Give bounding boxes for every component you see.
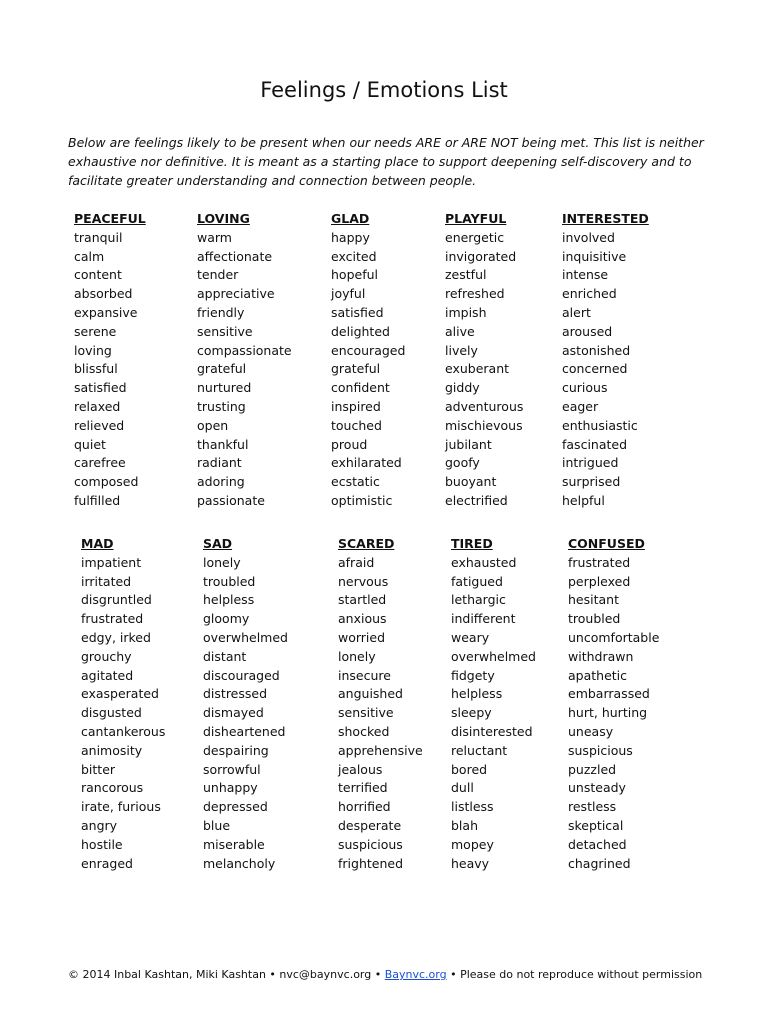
group-heading: TIRED xyxy=(451,536,493,551)
feeling-word: miserable xyxy=(203,836,265,852)
feeling-word: unsteady xyxy=(568,780,626,796)
feeling-group-confused xyxy=(568,535,659,873)
group-heading: CONFUSED xyxy=(568,536,645,551)
feeling-word: sensitive xyxy=(197,323,253,339)
feeling-word: nurtured xyxy=(197,380,252,396)
feeling-word: grouchy xyxy=(81,648,132,664)
feeling-word: appreciative xyxy=(197,286,275,302)
feeling-word: exasperated xyxy=(81,686,159,702)
feeling-word: nervous xyxy=(338,573,389,589)
feeling-word: relaxed xyxy=(74,398,121,414)
feeling-word: giddy xyxy=(445,380,480,396)
feeling-word: helpless xyxy=(451,686,503,702)
feeling-word: energetic xyxy=(445,229,505,245)
feeling-word: dismayed xyxy=(203,705,264,721)
feeling-word: skeptical xyxy=(568,817,624,833)
feeling-word: angry xyxy=(81,817,118,833)
feeling-word: joyful xyxy=(331,286,366,302)
feeling-word: aroused xyxy=(562,323,613,339)
page-title: Feelings / Emotions List xyxy=(260,78,508,102)
group-heading: PEACEFUL xyxy=(74,211,146,226)
feeling-word: lonely xyxy=(338,648,376,664)
feeling-word: dull xyxy=(451,780,474,796)
feeling-word: apathetic xyxy=(568,667,628,683)
feeling-word: eager xyxy=(562,398,599,414)
feeling-group-mad xyxy=(81,535,165,873)
feeling-word: rancorous xyxy=(81,780,144,796)
feeling-word: bitter xyxy=(81,761,116,777)
feeling-word: jealous xyxy=(338,761,383,777)
feeling-word: puzzled xyxy=(568,761,617,777)
feeling-word: fulfilled xyxy=(74,492,121,508)
feeling-word: open xyxy=(197,417,229,433)
feeling-word: suspicious xyxy=(568,742,633,758)
feeling-word: helpful xyxy=(562,492,605,508)
feeling-word: exhausted xyxy=(451,554,517,570)
feeling-word: desperate xyxy=(338,817,402,833)
feeling-word: frustrated xyxy=(81,611,144,627)
feeling-word: fascinated xyxy=(562,436,628,452)
feeling-word: embarrassed xyxy=(568,686,650,702)
feeling-word: grateful xyxy=(331,361,381,377)
feeling-word: listless xyxy=(451,799,494,815)
feeling-word: affectionate xyxy=(197,248,273,264)
feeling-word: touched xyxy=(331,417,382,433)
feeling-word: concerned xyxy=(562,361,628,377)
feeling-word: shocked xyxy=(338,723,390,739)
feeling-word: disheartened xyxy=(203,723,286,739)
feeling-word: fidgety xyxy=(451,667,495,683)
feeling-word: tranquil xyxy=(74,229,123,245)
feeling-group-scared xyxy=(338,535,423,873)
feeling-word: discouraged xyxy=(203,667,280,683)
feeling-word: worried xyxy=(338,629,386,645)
feeling-word: serene xyxy=(74,323,117,339)
feeling-word: involved xyxy=(562,229,615,245)
feeling-word: reluctant xyxy=(451,742,508,758)
feeling-word: frustrated xyxy=(568,554,631,570)
feeling-word: enriched xyxy=(562,286,617,302)
feeling-word: trusting xyxy=(197,398,246,414)
feeling-word: melancholy xyxy=(203,855,276,871)
feeling-word: loving xyxy=(74,342,112,358)
feeling-word: helpless xyxy=(203,592,255,608)
feeling-word: terrified xyxy=(338,780,388,796)
feeling-group-peaceful xyxy=(74,210,146,511)
feeling-word: overwhelmed xyxy=(203,629,288,645)
feeling-word: sleepy xyxy=(451,705,492,721)
feeling-word: impish xyxy=(445,304,487,320)
feeling-word: radiant xyxy=(197,455,242,471)
feeling-word: gloomy xyxy=(203,611,250,627)
intro-paragraph: Below are feelings likely to be present when our needs ARE or ARE NOT being met. This list is neither exhaustive nor definitive. It is meant as a starting place to support deepening self-discovery and to facilitate greater understanding and connection between people. xyxy=(68,135,704,188)
feeling-word: exhilarated xyxy=(331,455,402,471)
feeling-word: weary xyxy=(451,629,490,645)
feeling-word: mopey xyxy=(451,836,494,852)
feeling-word: impatient xyxy=(81,554,142,570)
feeling-word: unhappy xyxy=(203,780,258,796)
feeling-word: intense xyxy=(562,267,609,283)
feeling-word: despairing xyxy=(203,742,269,758)
feeling-word: electrified xyxy=(445,492,508,508)
feeling-word: goofy xyxy=(445,455,480,471)
feeling-word: satisfied xyxy=(74,380,127,396)
feeling-word: compassionate xyxy=(197,342,292,358)
feeling-word: intrigued xyxy=(562,455,619,471)
feeling-word: expansive xyxy=(74,304,138,320)
feeling-word: astonished xyxy=(562,342,631,358)
feeling-word: troubled xyxy=(203,573,256,589)
feeling-word: withdrawn xyxy=(568,648,634,664)
feeling-word: carefree xyxy=(74,455,126,471)
group-heading: PLAYFUL xyxy=(445,211,507,226)
feeling-word: animosity xyxy=(81,742,143,758)
feeling-word: zestful xyxy=(445,267,487,283)
feeling-word: ecstatic xyxy=(331,474,380,490)
feeling-word: lethargic xyxy=(451,592,506,608)
feeling-word: agitated xyxy=(81,667,134,683)
feeling-word: horrified xyxy=(338,799,391,815)
feeling-word: hesitant xyxy=(568,592,619,608)
feeling-group-playful xyxy=(445,210,523,511)
feeling-word: lively xyxy=(445,342,478,358)
feeling-word: blue xyxy=(203,817,231,833)
feeling-word: startled xyxy=(338,592,387,608)
footer-website-link[interactable]: Baynvc.org xyxy=(384,968,447,981)
group-heading: INTERESTED xyxy=(562,211,649,226)
feeling-word: suspicious xyxy=(338,836,403,852)
feeling-word: encouraged xyxy=(331,342,406,358)
feeling-group-interested xyxy=(562,210,649,511)
feeling-word: jubilant xyxy=(445,436,492,452)
feeling-word: uneasy xyxy=(568,723,614,739)
feeling-word: restless xyxy=(568,799,617,815)
feeling-word: sorrowful xyxy=(203,761,261,777)
feeling-word: passionate xyxy=(197,492,265,508)
feeling-word: irritated xyxy=(81,573,132,589)
feeling-word: friendly xyxy=(197,304,245,320)
feeling-word: chagrined xyxy=(568,855,631,871)
feeling-word: disgusted xyxy=(81,705,142,721)
feeling-word: grateful xyxy=(197,361,247,377)
feeling-word: composed xyxy=(74,474,139,490)
feeling-word: distressed xyxy=(203,686,268,702)
feeling-word: distant xyxy=(203,648,247,664)
group-heading: SCARED xyxy=(338,536,395,551)
footer-copyright: © 2014 Inbal Kashtan, Miki Kashtan • nvc@baynvc.org • xyxy=(68,968,385,981)
feeling-word: lonely xyxy=(203,554,241,570)
feeling-word: cantankerous xyxy=(81,723,166,739)
feeling-word: anguished xyxy=(338,686,403,702)
footer xyxy=(68,968,702,981)
feeling-word: uncomfortable xyxy=(568,629,660,645)
feeling-word: disgruntled xyxy=(81,592,152,608)
feeling-word: hostile xyxy=(81,836,123,852)
feeling-word: inspired xyxy=(331,398,381,414)
feeling-word: curious xyxy=(562,380,608,396)
feeling-word: relieved xyxy=(74,417,125,433)
feeling-word: buoyant xyxy=(445,474,497,490)
feeling-word: absorbed xyxy=(74,286,133,302)
feeling-word: overwhelmed xyxy=(451,648,536,664)
feeling-group-sad xyxy=(203,535,288,873)
feeling-word: happy xyxy=(331,229,370,245)
feeling-word: blah xyxy=(451,817,478,833)
feeling-word: confident xyxy=(331,380,390,396)
feeling-word: sensitive xyxy=(338,705,394,721)
feeling-word: irate, furious xyxy=(81,799,161,815)
feeling-word: refreshed xyxy=(445,286,505,302)
feeling-group-tired xyxy=(451,535,536,873)
feeling-word: tender xyxy=(197,267,239,283)
feeling-word: enraged xyxy=(81,855,133,871)
feeling-word: delighted xyxy=(331,323,390,339)
feeling-word: mischievous xyxy=(445,417,523,433)
feeling-word: troubled xyxy=(568,611,621,627)
feeling-group-loving xyxy=(197,210,292,511)
group-heading: MAD xyxy=(81,536,114,551)
feeling-word: perplexed xyxy=(568,573,631,589)
feeling-word: exuberant xyxy=(445,361,510,377)
feeling-word: thankful xyxy=(197,436,249,452)
feeling-word: heavy xyxy=(451,855,490,871)
feeling-word: adoring xyxy=(197,474,245,490)
feeling-group-glad xyxy=(331,210,405,511)
feeling-word: edgy, irked xyxy=(81,629,151,645)
group-heading: LOVING xyxy=(197,211,250,226)
feeling-word: fatigued xyxy=(451,573,503,589)
feeling-word: surprised xyxy=(562,474,621,490)
feeling-word: optimistic xyxy=(331,492,393,508)
feeling-word: excited xyxy=(331,248,377,264)
feeling-word: alert xyxy=(562,304,591,320)
feeling-word: warm xyxy=(197,229,232,245)
feeling-word: anxious xyxy=(338,611,387,627)
group-heading: SAD xyxy=(203,536,233,551)
feeling-word: disinterested xyxy=(451,723,533,739)
feeling-word: frightened xyxy=(338,855,404,871)
footer-notice: • Please do not reproduce without permission xyxy=(446,968,703,981)
feeling-word: bored xyxy=(451,761,488,777)
feeling-word: hurt, hurting xyxy=(568,705,648,721)
feeling-word: detached xyxy=(568,836,627,852)
feeling-word: content xyxy=(74,267,122,283)
feeling-word: enthusiastic xyxy=(562,417,638,433)
feeling-word: proud xyxy=(331,436,368,452)
feeling-word: depressed xyxy=(203,799,268,815)
feeling-word: hopeful xyxy=(331,267,378,283)
feeling-word: afraid xyxy=(338,554,375,570)
feeling-word: satisfied xyxy=(331,304,384,320)
group-heading: GLAD xyxy=(331,211,370,226)
feeling-word: insecure xyxy=(338,667,391,683)
feeling-word: blissful xyxy=(74,361,118,377)
feeling-word: quiet xyxy=(74,436,106,452)
feeling-word: adventurous xyxy=(445,398,524,414)
feeling-word: inquisitive xyxy=(562,248,627,264)
feeling-word: calm xyxy=(74,248,105,264)
feeling-word: alive xyxy=(445,323,475,339)
feeling-word: apprehensive xyxy=(338,742,423,758)
feeling-word: invigorated xyxy=(445,248,517,264)
feeling-word: indifferent xyxy=(451,611,516,627)
